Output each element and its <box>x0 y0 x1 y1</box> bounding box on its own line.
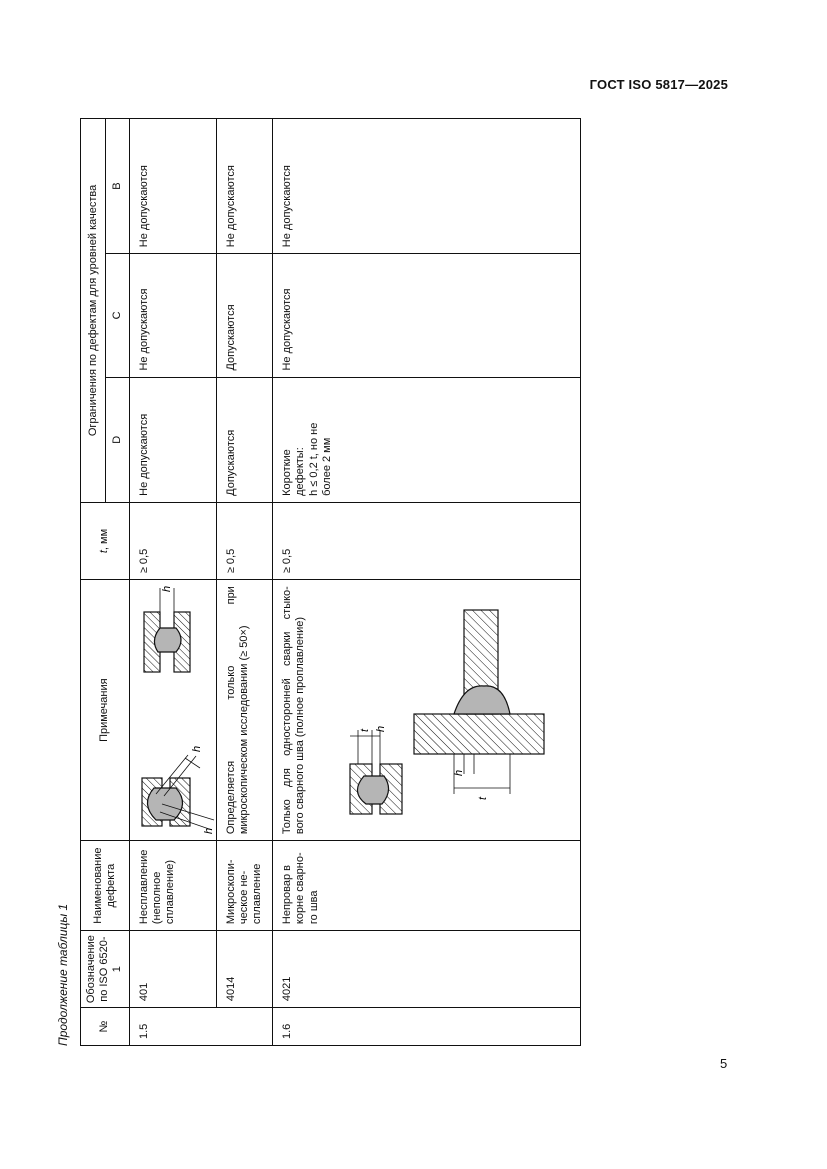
limit-c: Допускаются <box>216 254 273 377</box>
weld-bead-left <box>147 788 182 820</box>
butt-weld-bead <box>357 776 388 804</box>
thickness-value: ≥ 0,5 <box>216 502 273 579</box>
col-name-header: Наименование дефекта <box>81 841 130 931</box>
iso-code: 4021 <box>273 931 581 1008</box>
limit-d-line-1: Короткие <box>281 449 294 496</box>
col-limits-header: Ограничения по дефектам для уровней качества <box>81 119 106 503</box>
iso-code: 401 <box>129 931 216 1008</box>
limit-d <box>273 377 581 502</box>
col-b-header: B <box>106 119 129 254</box>
dimension-h-label-3: h <box>160 586 173 593</box>
note-line-1: Только для односторонней сварки стыко- <box>281 586 294 835</box>
thickness-value: ≥ 0,5 <box>273 502 581 579</box>
table-row <box>273 119 581 1046</box>
col-d-header: D <box>106 377 129 502</box>
notes-cell <box>273 580 581 841</box>
header-row-1 <box>81 119 106 1046</box>
note-line-2: вого сварного шва (полное проплавление) <box>294 616 307 835</box>
limit-d-line-2: дефекты: <box>294 447 307 496</box>
table-row <box>129 119 216 1046</box>
butt-h-label: h <box>374 726 387 733</box>
limit-c: Не допускаются <box>273 254 581 377</box>
root-penetration-figure <box>314 586 564 834</box>
lack-of-fusion-figure <box>130 580 216 840</box>
weld-bead-right <box>154 628 181 652</box>
defect-name: Несплавление (неполное сплавление) <box>129 841 216 931</box>
t-joint-weld-bead <box>454 686 510 714</box>
table-caption: Продолжение таблицы 1 <box>56 903 70 1046</box>
limit-d-line-3: h ≤ 0,2 t, но не <box>307 422 320 496</box>
notes-cell <box>216 580 273 841</box>
defects-table <box>80 118 581 1046</box>
row-number: 1.6 <box>273 1008 581 1046</box>
row-number: 1.5 <box>129 1008 273 1046</box>
standard-code: ГОСТ ISO 5817—2025 <box>589 77 728 92</box>
limit-c: Не допускаются <box>129 254 216 377</box>
iso-code: 4014 <box>216 931 273 1008</box>
page-number: 5 <box>720 1056 728 1071</box>
butt-t-label: t <box>358 729 371 733</box>
limit-b: Не допускаются <box>273 119 581 254</box>
note-line-2: микроскопическом исследовании (≥ 50×) <box>237 625 250 835</box>
col-notes-header: Примечания <box>81 580 130 841</box>
limit-b: Не допускаются <box>216 119 273 254</box>
defect-name: Микроскопи-ческое не-сплавление <box>216 841 273 931</box>
defect-name: Непровар в корне сварно-го шва <box>273 841 581 931</box>
col-iso-header: Обозначение по ISO 6520-1 <box>81 931 130 1008</box>
t-joint-web <box>414 714 544 754</box>
limit-b: Не допускаются <box>129 119 216 254</box>
tjoint-h-label: h <box>452 770 465 777</box>
limit-d: Допускаются <box>216 377 273 502</box>
limit-d-line-4: более 2 мм <box>320 437 333 496</box>
dimension-h-label: h <box>190 746 203 753</box>
dimension-h-label-2: h <box>202 828 215 835</box>
thickness-value: ≥ 0,5 <box>129 502 216 579</box>
tjoint-t-label: t <box>476 797 489 801</box>
limit-d: Не допускаются <box>129 377 216 502</box>
col-no-header: № <box>81 1008 130 1046</box>
table-row <box>216 119 273 1046</box>
col-c-header: C <box>106 254 129 377</box>
col-t-header: t, мм <box>81 502 130 579</box>
note-line-1: Определяется только при <box>224 586 237 835</box>
rotated-page-content <box>56 118 584 1046</box>
notes-cell <box>129 580 216 841</box>
